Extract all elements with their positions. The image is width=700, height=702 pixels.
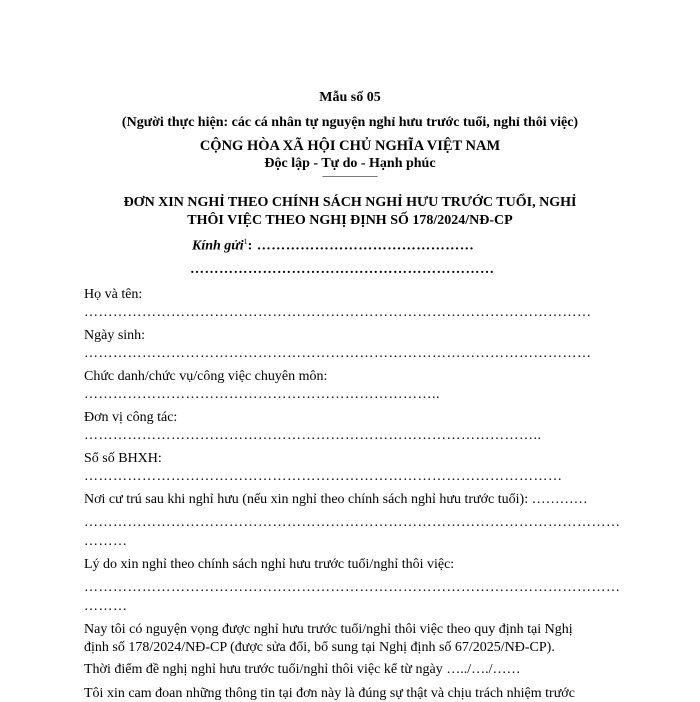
residence-field[interactable]: ………………………………………………………………………………………………… xyxy=(84,515,621,530)
bhxh-label: Sổ số BHXH: xyxy=(84,451,162,466)
form-number: Mẫu số 05 xyxy=(319,90,381,105)
reason-field-cont[interactable]: ……… xyxy=(84,599,128,614)
reason-label: Lý do xin nghỉ theo chính sách nghỉ hưu trước tuổi/nghỉ thôi việc: xyxy=(84,557,455,572)
work-unit-label: Đơn vị công tác: xyxy=(84,410,178,425)
recipient-dots-2: ……………………………………………………… xyxy=(190,262,495,277)
dob-label: Ngày sinh: xyxy=(84,328,146,343)
document-title-line2: THÔI VIỆC THEO NGHỊ ĐỊNH SỐ 178/2024/NĐ-CP xyxy=(187,213,513,228)
position-label: Chức danh/chức vụ/công việc chuyên môn: xyxy=(84,369,328,384)
reason-field[interactable]: ………………………………………………………………………………………………… xyxy=(84,580,621,595)
header-divider: ————— xyxy=(322,170,378,182)
recipient-dots: : ……………………………………… xyxy=(247,238,475,254)
wish-paragraph-line2: định số 178/2024/NĐ-CP (được sửa đổi, bổ sung tại Nghị định số 67/2025/NĐ-CP). xyxy=(84,640,555,655)
footnote-marker: 1 xyxy=(243,237,248,246)
national-motto: Độc lập - Tự do - Hạnh phúc xyxy=(264,156,436,171)
residence-label: Nơi cư trú sau khi nghỉ hưu (nếu xin nghỉ theo chính sách nghỉ hưu trước tuổi): ………… xyxy=(84,492,588,507)
wish-paragraph-line1: Nay tôi có nguyện vọng được nghỉ hưu trước tuổi/nghỉ thôi việc theo quy định tại Nghị xyxy=(84,622,573,637)
applicant-note: (Người thực hiện: các cá nhân tự nguyện nghỉ hưu trước tuổi, nghỉ thôi việc) xyxy=(121,115,579,130)
name-field[interactable]: …………………………………………………………………………………………… xyxy=(84,305,592,320)
commitment-line: Tôi xin cam đoan những thông tin tại đơn này là đúng sự thật và chịu trách nhiệm trước xyxy=(84,686,575,701)
effective-date-line: Thời điểm đề nghị nghỉ hưu trước tuổi/nghỉ thôi việc kể từ ngày …../…./…… xyxy=(84,662,521,677)
name-label: Họ và tên: xyxy=(84,287,143,302)
work-unit-field[interactable]: ………………………………………………………………………………….. xyxy=(84,428,542,443)
residence-field-cont[interactable]: ……… xyxy=(84,534,128,549)
recipient-label: Kính gửi xyxy=(192,238,244,254)
bhxh-field[interactable]: ……………………………………………………………………………………… xyxy=(84,469,563,484)
country-name: CỘNG HÒA XÃ HỘI CHỦ NGHĨA VIỆT NAM xyxy=(199,138,501,154)
document-title-line1: ĐƠN XIN NGHỈ THEO CHÍNH SÁCH NGHỈ HƯU TRƯỚC TUỔI, NGHỈ xyxy=(123,195,577,210)
dob-field[interactable]: …………………………………………………………………………………………… xyxy=(84,346,592,361)
position-field[interactable]: ……………………………………………………………….. xyxy=(84,387,440,402)
recipient-line xyxy=(192,237,474,255)
